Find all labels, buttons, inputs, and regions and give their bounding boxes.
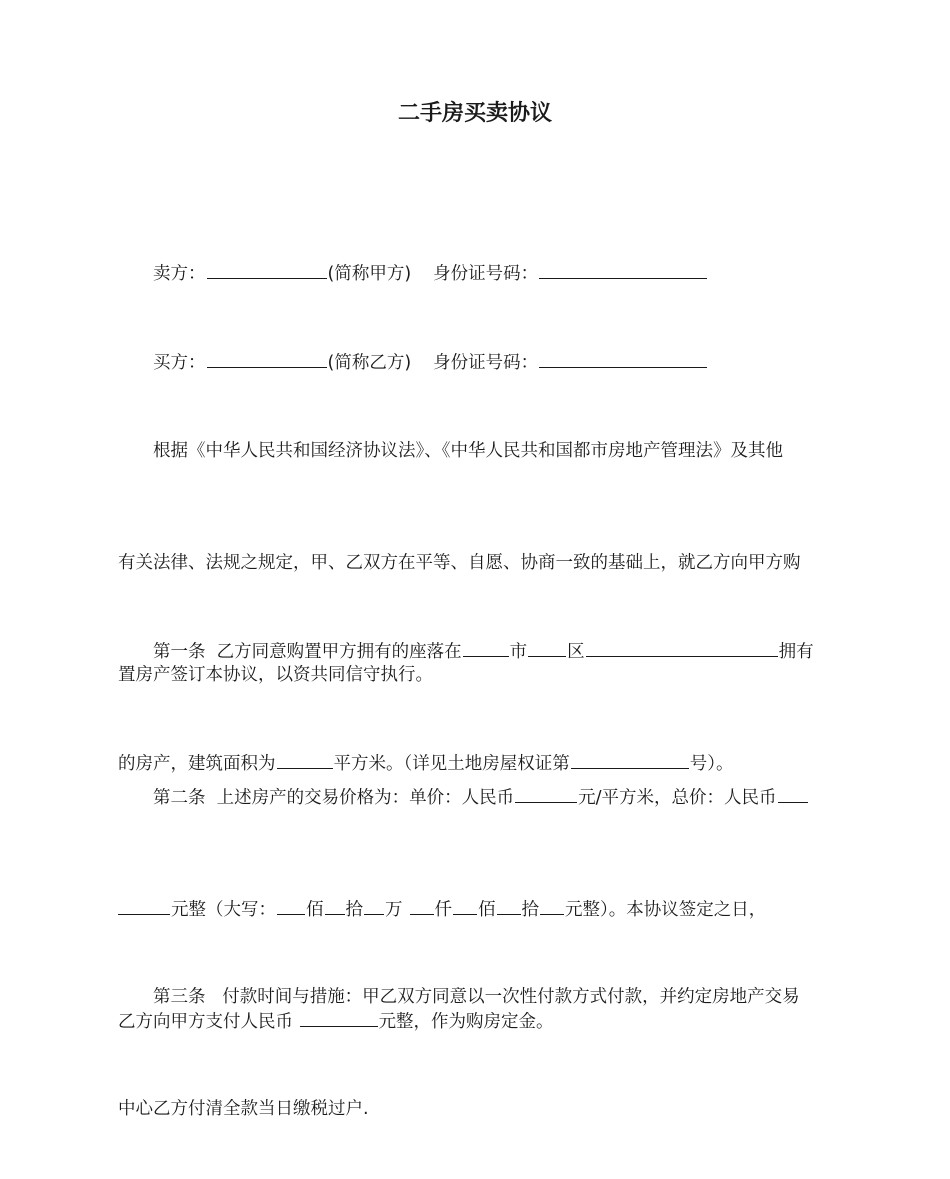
seller-id-blank bbox=[539, 259, 707, 279]
owned-label: 拥有 bbox=[778, 642, 814, 662]
buyer-label: 买方： bbox=[153, 353, 206, 373]
buyer-name-blank bbox=[207, 348, 327, 368]
article-3-line-2: 中心乙方付清全款当日缴税过户. bbox=[118, 1099, 369, 1119]
bai-label-2: 佰 bbox=[478, 900, 496, 920]
article-3-line-1: 第三条 付款时间与措施：甲乙双方同意以一次性付款方式付款，并约定房地产交易 bbox=[153, 987, 800, 1007]
shi-blank-1 bbox=[325, 895, 345, 915]
yuan-whole-label: 元整（大写： bbox=[171, 900, 276, 920]
district-blank bbox=[528, 637, 566, 657]
bai-label-1: 佰 bbox=[306, 900, 324, 920]
city-label: 市 bbox=[509, 642, 528, 662]
district-label: 区 bbox=[567, 642, 585, 662]
total-price-blank-b bbox=[118, 895, 170, 915]
preamble-line-3: 置房产签订本协议，以资共同信守执行。 bbox=[118, 665, 433, 685]
deposit-tail: 元整，作为购房定金。 bbox=[378, 1012, 554, 1032]
unit-price-blank bbox=[515, 783, 577, 803]
shi-label-1: 拾 bbox=[345, 900, 363, 920]
total-price-blank-a bbox=[778, 783, 808, 803]
shi-blank-2 bbox=[497, 895, 521, 915]
bai-blank-2 bbox=[453, 895, 477, 915]
bai-blank-1 bbox=[277, 895, 305, 915]
shi-label-2: 拾 bbox=[521, 900, 539, 920]
seller-name-blank bbox=[207, 259, 327, 279]
unit-label: 元/平方米，总价：人民币 bbox=[578, 788, 777, 808]
buyer-alias: (简称乙方) bbox=[327, 353, 412, 373]
wan-blank bbox=[364, 895, 384, 915]
deposit-label: 乙方向甲方支付人民币 bbox=[118, 1012, 299, 1032]
certificate-label: 平方米。（详见土地房屋权证第 bbox=[333, 754, 570, 774]
preamble-line-1: 根据《中华人民共和国经济协议法》、《中华人民共和国都市房地产管理法》及其他 bbox=[153, 441, 783, 461]
seller-id-label: 身份证号码： bbox=[433, 264, 539, 284]
buyer-id-blank bbox=[539, 348, 707, 368]
seller-alias: (简称甲方) bbox=[327, 264, 412, 284]
article-1-end: 号）。 bbox=[689, 754, 734, 774]
article-1-intro: 第一条 乙方同意购置甲方拥有的座落在 bbox=[153, 642, 462, 662]
qian-blank bbox=[410, 895, 434, 915]
preamble-line-2: 有关法律、法规之规定，甲、乙双方在平等、自愿、协商一致的基础上，就乙方向甲方购 bbox=[118, 553, 801, 573]
article-2-intro: 第二条 上述房产的交易价格为：单价：人民币 bbox=[153, 788, 515, 808]
yuan-blank bbox=[540, 895, 564, 915]
area-label: 的房产，建筑面积为 bbox=[118, 754, 276, 774]
address-blank bbox=[586, 637, 778, 657]
seller-label: 卖方： bbox=[153, 264, 206, 284]
document-title: 二手房买卖协议 bbox=[397, 101, 552, 126]
article-2-tail: 元整）。本协议签定之日， bbox=[565, 900, 767, 920]
wan-label: 万 bbox=[385, 900, 403, 920]
buyer-id-label: 身份证号码： bbox=[433, 353, 539, 373]
article-3-paragraph bbox=[118, 927, 838, 1179]
qian-label: 仟 bbox=[434, 900, 452, 920]
city-blank bbox=[463, 637, 509, 657]
